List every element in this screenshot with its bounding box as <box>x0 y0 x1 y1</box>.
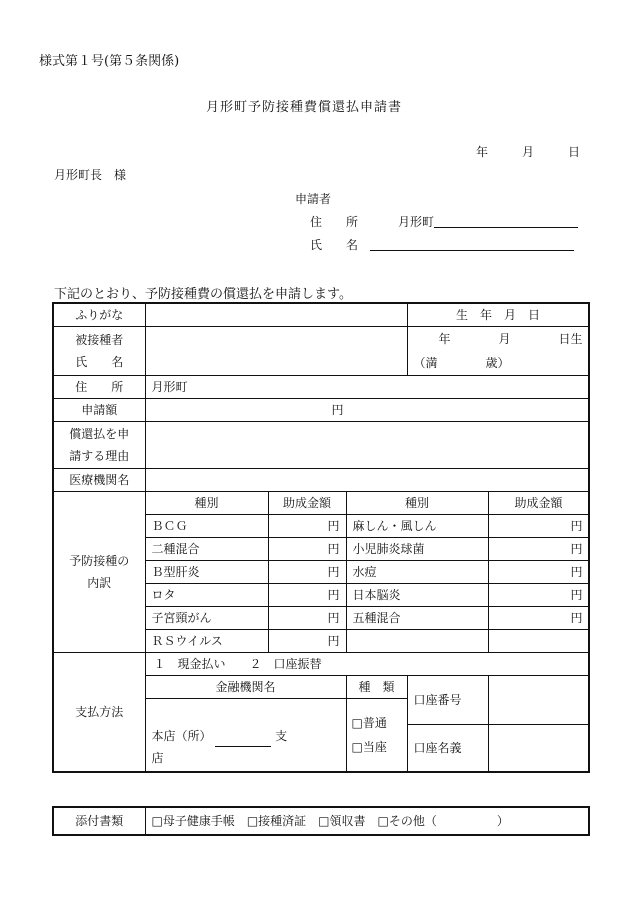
branch-suffix-2: 店 <box>151 751 164 765</box>
form-number: 様式第１号(第５条関係) <box>39 54 180 69</box>
account-current-checkbox[interactable]: □当座 <box>351 740 387 754</box>
branch-suffix: 支 <box>275 729 288 743</box>
vaccine-left-amount[interactable]: 円 <box>268 538 346 561</box>
age[interactable]: （満 歳） <box>407 351 589 376</box>
vaccine-left: ＲＳウイルス <box>145 630 268 653</box>
vaccine-right-amount[interactable]: 円 <box>488 584 589 607</box>
vaccine-right-amount[interactable]: 円 <box>488 515 589 538</box>
col-type-left: 種別 <box>145 492 268 515</box>
address-value[interactable]: 月形町 <box>145 376 589 399</box>
vaccine-right: 小児肺炎球菌 <box>346 538 488 561</box>
furigana-field[interactable] <box>145 303 407 327</box>
application-table <box>52 302 590 773</box>
vaccine-left: Ｂ型肝炎 <box>145 561 268 584</box>
vaccine-left: ＢＣＧ <box>145 515 268 538</box>
breakdown-label-line2: 内訳 <box>87 576 112 590</box>
account-name-field[interactable] <box>488 725 589 773</box>
reason-label-line1: 償還払を申 <box>69 427 130 441</box>
col-amount-right: 助成金額 <box>488 492 589 515</box>
applicant-label: 申請者 <box>295 192 332 206</box>
vaccine-left-amount[interactable]: 円 <box>268 561 346 584</box>
person-label-line1: 被接種者 <box>75 333 124 347</box>
vaccine-right: 日本脳炎 <box>346 584 488 607</box>
col-type-right: 種別 <box>346 492 488 515</box>
applicant-address-prefix: 月形町 <box>398 215 435 229</box>
attachments-table <box>52 806 590 836</box>
col-amount-left: 助成金額 <box>268 492 346 515</box>
person-name-field[interactable] <box>145 327 407 376</box>
intro-text: 下記のとおり、予防接種費の償還払を申請します。 <box>54 287 352 302</box>
reason-label <box>53 422 145 469</box>
date-day: 日 <box>568 145 581 159</box>
vaccine-left: ロタ <box>145 584 268 607</box>
vaccine-right-amount-empty[interactable] <box>488 630 589 653</box>
applicant-address-field[interactable] <box>434 213 578 228</box>
vaccine-left-amount[interactable]: 円 <box>268 584 346 607</box>
bank-field[interactable] <box>145 699 346 773</box>
vaccine-left: 子宮頸がん <box>145 607 268 630</box>
attachments-label: 添付書類 <box>53 807 145 835</box>
applicant-address-label: 住 所 <box>310 215 359 229</box>
vaccine-right-amount[interactable]: 円 <box>488 561 589 584</box>
vaccine-right: 麻しん・風しん <box>346 515 488 538</box>
applicant-name-label: 氏 名 <box>310 238 359 252</box>
vaccine-left-amount[interactable]: 円 <box>268 630 346 653</box>
vaccine-right: 水痘 <box>346 561 488 584</box>
payment-options[interactable]: １ 現金払い ２ 口座振替 <box>145 653 589 676</box>
amount-field[interactable]: 円 <box>145 399 589 422</box>
vaccine-right-amount[interactable]: 円 <box>488 538 589 561</box>
reason-field[interactable] <box>145 422 589 469</box>
branch-field[interactable] <box>215 733 271 747</box>
payment-label: 支払方法 <box>53 653 145 773</box>
clinic-label: 医療機関名 <box>53 469 145 492</box>
breakdown-label-line1: 予防接種の <box>69 554 130 568</box>
vaccine-right-amount[interactable]: 円 <box>488 607 589 630</box>
amount-label: 申請額 <box>53 399 145 422</box>
account-type <box>346 699 407 773</box>
addressee: 月形町長 様 <box>54 168 127 182</box>
vaccine-right-empty[interactable] <box>346 630 488 653</box>
applicant-name-field[interactable] <box>370 236 574 251</box>
account-number-field[interactable] <box>488 676 589 725</box>
address-label: 住 所 <box>53 376 145 399</box>
page-title: 月形町予防接種費償還払申請書 <box>206 100 403 115</box>
reason-label-line2: 請する理由 <box>69 449 130 463</box>
date-month: 月 <box>522 145 535 159</box>
date-year: 年 <box>476 145 489 159</box>
vaccine-left-amount[interactable]: 円 <box>268 607 346 630</box>
birth-date[interactable]: 年 月 日生 <box>407 327 589 352</box>
type-label: 種 類 <box>346 676 407 699</box>
vaccine-right: 五種混合 <box>346 607 488 630</box>
breakdown-label <box>53 492 145 653</box>
furigana-label: ふりがな <box>53 303 145 327</box>
bank-label: 金融機関名 <box>145 676 346 699</box>
vaccine-left-amount[interactable]: 円 <box>268 515 346 538</box>
account-name-label: 口座名義 <box>407 725 488 773</box>
attachments-items[interactable]: □母子健康手帳 □接種済証 □領収書 □その他（ ） <box>145 807 589 835</box>
person-label-line2: 氏 名 <box>75 355 124 369</box>
vaccine-left: 二種混合 <box>145 538 268 561</box>
clinic-field[interactable] <box>145 469 589 492</box>
account-ordinary-checkbox[interactable]: □普通 <box>351 716 387 730</box>
birth-header: 生 年 月 日 <box>407 303 589 327</box>
account-number-label: 口座番号 <box>407 676 488 725</box>
branch-prefix: 本店（所） <box>151 729 212 743</box>
person-label <box>53 327 145 376</box>
